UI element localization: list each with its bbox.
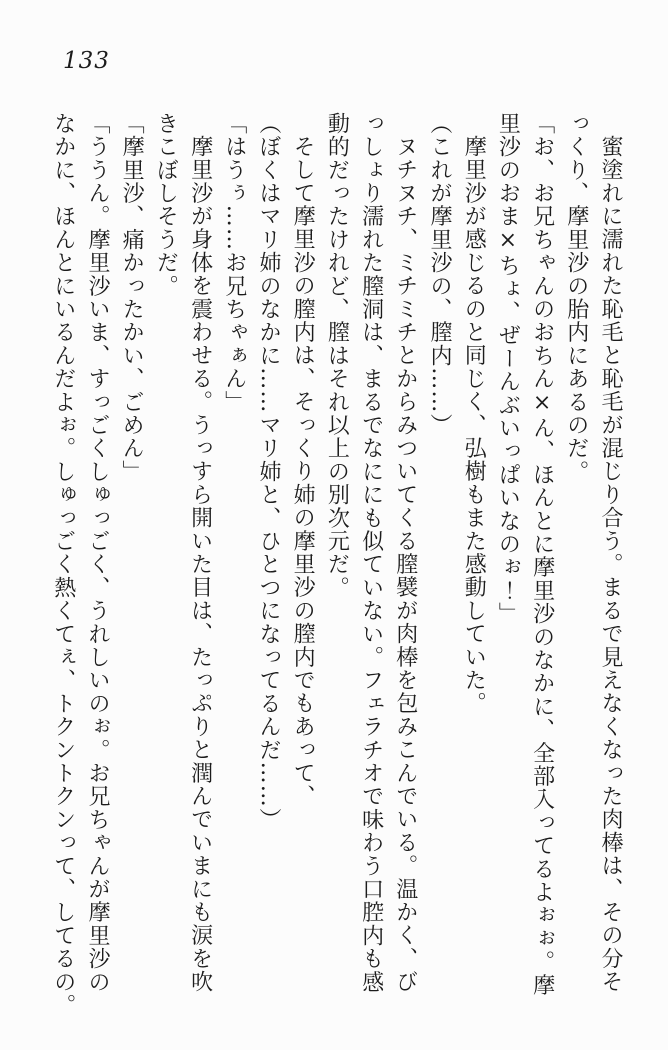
text-column: 動的だったけれど、膣はそれ以上の別次元だ。	[324, 112, 350, 600]
text-column: きこぼしそうだ。	[153, 112, 179, 298]
text-column: っくり、摩里沙の胎内にあるのだ。	[563, 112, 589, 484]
text-column: （これが摩里沙の、膣内……）	[426, 112, 452, 437]
vertical-text-area	[46, 112, 627, 1017]
text-column: 摩里沙が身体を震わせる。うっすら開いた目は、たっぷりと潤んでいまにも涙を吹	[187, 135, 213, 994]
text-column: 里沙のおま×ちょ、ぜーんぶいっぱいなのぉ！」	[495, 112, 521, 626]
text-column: 「ううん。摩里沙いま、すっごくしゅっごく、うれしいのぉ。お兄ちゃんが摩里沙の	[84, 112, 110, 994]
text-column: 「お、お兄ちゃんのおちん×ん、ほんとに摩里沙のなかに、全部入ってるよぉぉ。摩	[529, 112, 555, 997]
text-column: っしょり濡れた膣洞は、まるでなににも似ていない。フェラチオで味わう口腔内も感	[358, 112, 384, 994]
text-column: 「摩里沙、痛かったかい、ごめん」	[119, 112, 145, 484]
text-column: そして摩里沙の膣内は、そっくり姉の摩里沙の膣内でもあって、	[290, 135, 316, 808]
text-column: なかに、ほんとにいるんだよぉ。しゅっごく熱くてぇ、トクントクンって、してるの。	[50, 112, 76, 1017]
page-number: 133	[63, 48, 110, 74]
text-column: 摩里沙が感じるのと同じく、弘樹もまた感動していた。	[461, 135, 487, 716]
text-column: （ぼくはマリ姉のなかに……マリ姉と、ひとつになってるんだ……）	[255, 112, 281, 832]
text-column: 「はうぅ……お兄ちゃぁん」	[221, 112, 247, 414]
text-column: ヌチヌチ、ミチミチとからみついてくる膣襞が肉棒を包みこんでいる。温かく、び	[392, 135, 418, 994]
text-column: 蜜塗れに濡れた恥毛と恥毛が混じり合う。まるで見えなくなった肉棒は、その分そ	[598, 135, 623, 994]
